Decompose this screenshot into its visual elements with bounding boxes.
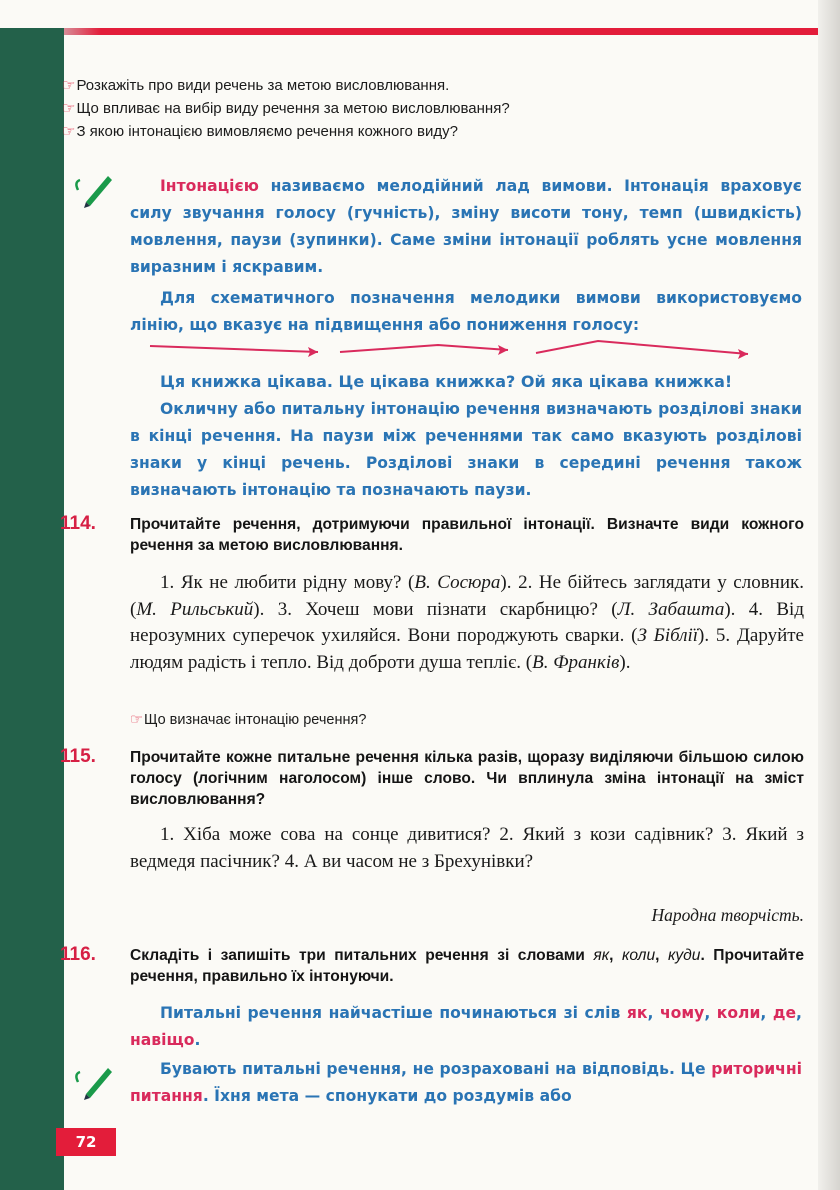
- rule-paragraph: Питальні речення найчастіше починаються зі слів як, чому, коли, де, навіщо.: [130, 1004, 802, 1049]
- page-edge: [818, 0, 840, 1190]
- pencil-icon: [72, 168, 118, 208]
- exercise-number: 116.: [60, 944, 96, 965]
- exercise-text: 1. Хіба може сова на сонце дивитися? 2. Який з кози садівник? 3. Який з ведмедя пасічник? 4. А ви часом не з Брехунівки?: [130, 824, 804, 872]
- question-line: ☞Розкажіть про види речень за метою висловлювання.: [62, 77, 450, 94]
- author: В. Франків: [532, 651, 620, 673]
- pointing-hand-icon: ☞: [62, 100, 76, 117]
- exercise-number: 115.: [60, 746, 96, 767]
- rule-paragraph: Для схематичного позначення мелодики вимови використовуємо лінію, що вказує на підвищення або пониження голосу:: [130, 289, 802, 334]
- author: З Біблії: [637, 625, 699, 646]
- rule-paragraph: Окличну або питальну інтонацію речення визначають розділові знаки в кінці речення. На паузи між реченнями так само вказують розділові знаки у кінці речень. Розділові знаки в середині речення також визначають інтонацію та позначають паузи.: [130, 400, 802, 499]
- pointing-hand-icon: ☞: [130, 712, 143, 728]
- pencil-icon: [72, 1060, 118, 1100]
- question-line: ☞Що впливає на вибір виду речення за метою висловлювання?: [62, 100, 510, 117]
- exercise-task: Складіть і запишіть три питальних речення зі словами як, коли, куди. Прочитайте речення, правильно їх інтонуючи.: [130, 947, 805, 985]
- top-color-strip: [0, 28, 840, 35]
- page-number: 72: [56, 1128, 116, 1156]
- rule-paragraph: Бувають питальні речення, не розраховані на відповідь. Це риторичні питання. Їхня мета — спонукати до роздумів або: [130, 1060, 802, 1105]
- author: М. Рильський: [136, 598, 254, 620]
- exercise-number: 114.: [60, 513, 96, 534]
- exercise-task: Прочитайте речення, дотримуючи правильної інтонації. Визначте види кожного речення за метою висловлювання.: [130, 516, 804, 554]
- exercise-text: 1. Як не любити рідну мову? (В. Сосюра). 2. Не бійтесь заглядати у словник. (М. Рильський). 3. Хочеш мови пізнати скарбницю? (Л. Забашта). 4. Від нерозумних суперечок ухиляйся. Вони породжують сварки. (З Біблії). 5. Даруйте людям радість і тепло. Від доброти душа тепліє. (В. Франків).: [130, 572, 804, 673]
- left-margin-band: [0, 28, 64, 1190]
- question-line: ☞З якою інтонацією вимовляємо речення кожного виду?: [62, 123, 458, 140]
- intonation-examples: Ця книжка цікава. Це цікава книжка? Ой яка цікава книжка!: [160, 372, 733, 391]
- exercise-question: ☞Що визначає інтонацію речення?: [130, 712, 367, 728]
- intonation-scheme: [148, 332, 768, 362]
- author: Л. Забашта: [617, 598, 725, 620]
- pointing-hand-icon: ☞: [62, 123, 76, 140]
- author: В. Сосюра: [414, 572, 501, 593]
- exercise-source: Народна творчість.: [651, 905, 804, 925]
- exercise-task: Прочитайте кожне питальне речення кілька разів, щоразу виділяючи більшою силою голосу (логічним наголосом) інше слово. Чи вплинула зміна інтонації на зміст висловлювання?: [130, 749, 804, 808]
- rule-paragraph: Інтонацією називаємо мелодійний лад вимови. Інтонація враховує силу звучання голосу (гучність), зміну висоти тону, темп (швидкість) мовлення, паузи (зупинки). Саме зміни інтонації роблять усне мовлення виразним і яскравим.: [130, 177, 802, 276]
- pointing-hand-icon: ☞: [62, 77, 76, 94]
